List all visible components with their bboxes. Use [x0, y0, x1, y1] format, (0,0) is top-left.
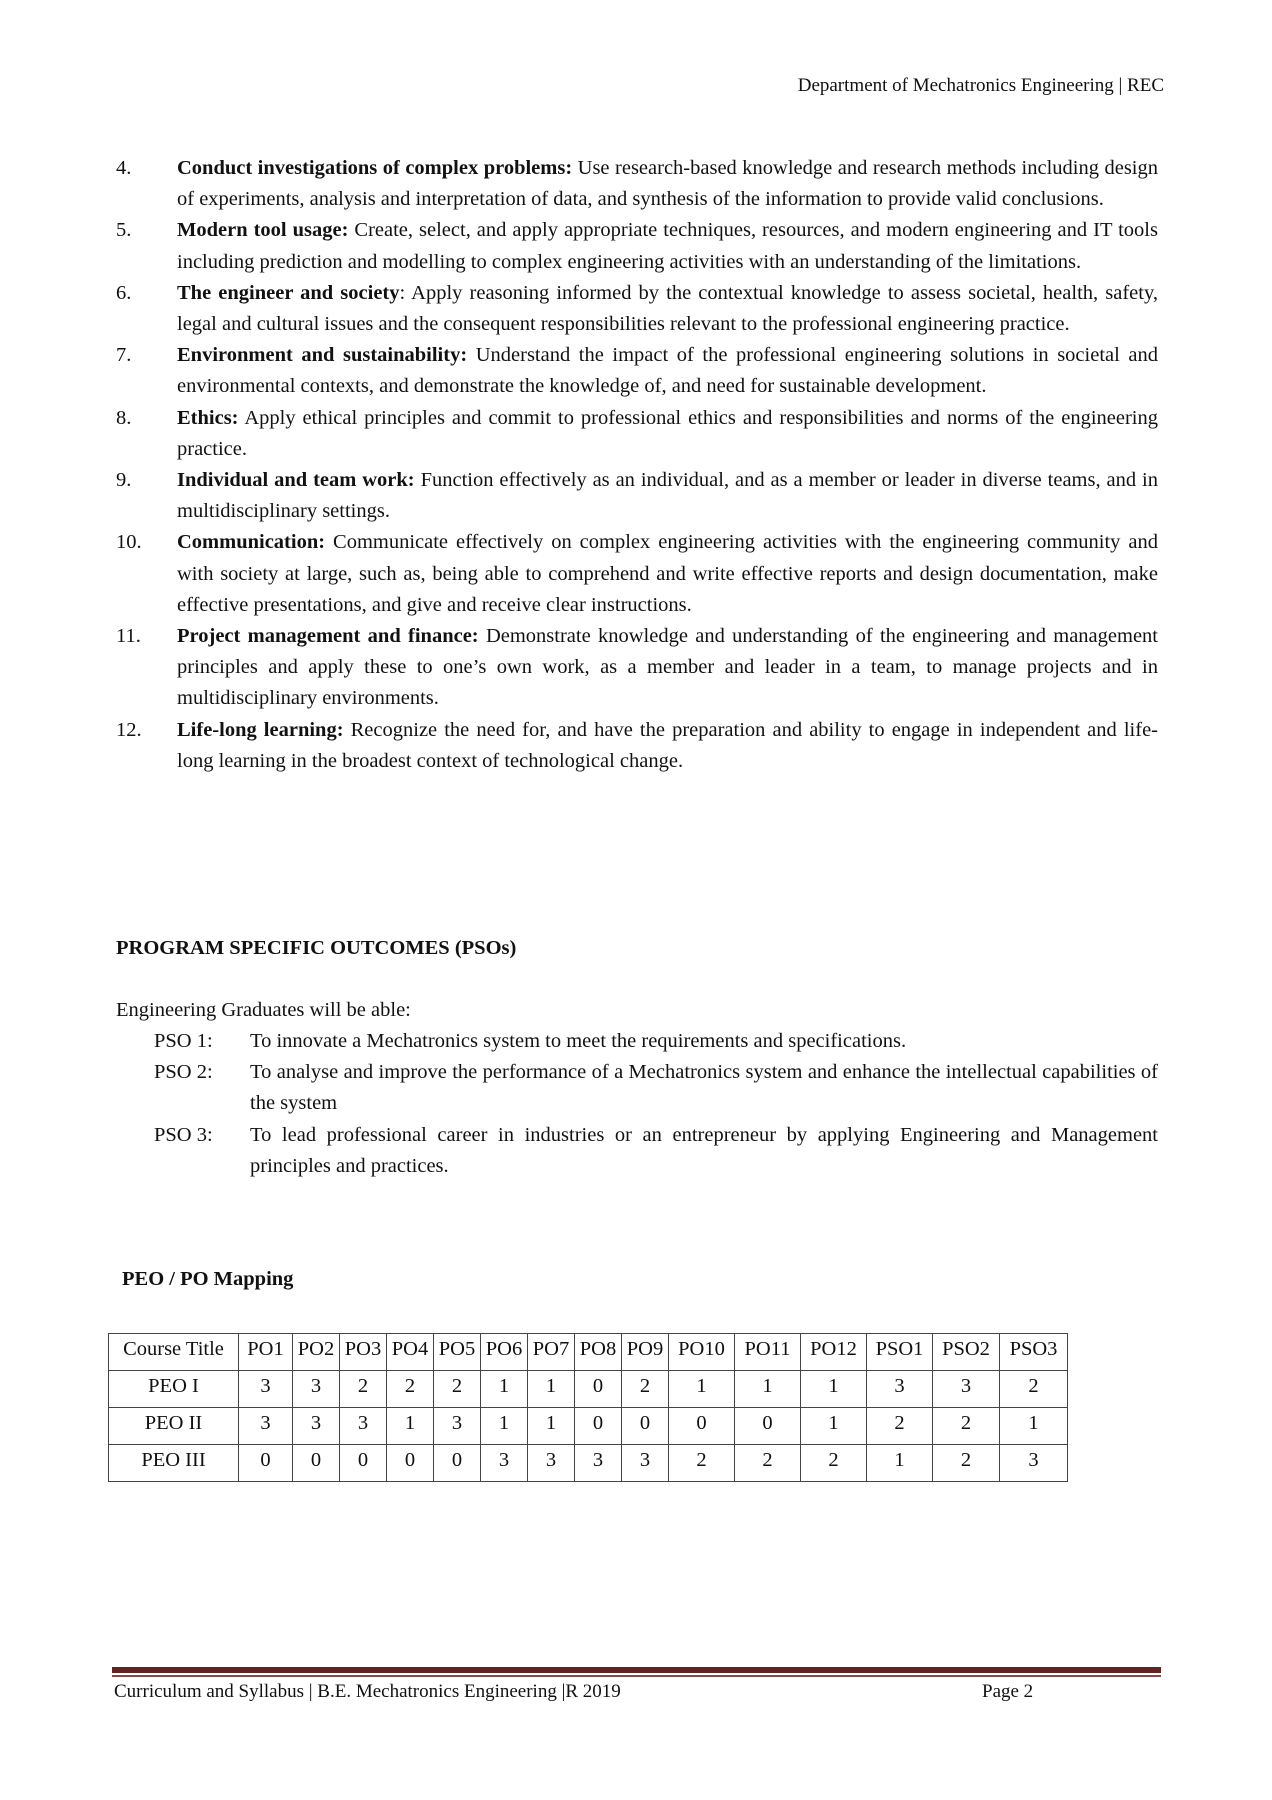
table-cell: 1: [528, 1408, 575, 1445]
outcome-title: Individual and team work:: [177, 469, 415, 492]
outcome-number: 7.: [116, 344, 132, 367]
table-cell: 3: [933, 1371, 1000, 1408]
table-cell: 2: [933, 1408, 1000, 1445]
outcome-item-10: [116, 527, 1158, 621]
outcome-text: Create, select, and apply appropriate techniques, resources, and modern engineering and IT tools including prediction and modelling to complex engineering activities with an understanding of the limitations.: [177, 219, 1158, 273]
column-header: PO2: [293, 1334, 340, 1371]
column-header: PO4: [387, 1334, 434, 1371]
column-header: PO6: [481, 1334, 528, 1371]
outcome-number: 9.: [116, 469, 132, 492]
program-outcomes-list: [116, 153, 1158, 777]
pso-label: PSO 3:: [154, 1123, 213, 1146]
pso-intro: Engineering Graduates will be able:: [116, 999, 411, 1021]
column-header: PO8: [575, 1334, 622, 1371]
table-cell: 3: [434, 1408, 481, 1445]
table-cell: 2: [669, 1445, 735, 1482]
table-cell: 1: [481, 1371, 528, 1408]
outcome-text: Demonstrate knowledge and understanding of the engineering and management principles and apply these to one’s own work, as a member and leader in a team, to manage projects and in multidisciplinary environments.: [177, 625, 1158, 710]
column-header: Course Title: [109, 1334, 239, 1371]
footer-text: Curriculum and Syllabus | B.E. Mechatronics Engineering |R 2019: [114, 1681, 621, 1702]
column-header: PO5: [434, 1334, 481, 1371]
outcome-item-8: [116, 403, 1158, 465]
column-header: PO12: [801, 1334, 867, 1371]
outcome-title: Communication:: [177, 531, 326, 554]
table-cell: 3: [867, 1371, 933, 1408]
table-cell: 3: [481, 1445, 528, 1482]
peo-po-mapping-table: [108, 1333, 1068, 1482]
table-cell: 2: [933, 1445, 1000, 1482]
table-header-row: [109, 1334, 1068, 1371]
column-header: PSO1: [867, 1334, 933, 1371]
outcome-title: Ethics:: [177, 406, 239, 429]
table-cell: 2: [867, 1408, 933, 1445]
table-cell: 2: [387, 1371, 434, 1408]
table-cell: 1: [801, 1371, 867, 1408]
table-cell: 3: [1000, 1445, 1068, 1482]
outcome-item-4: [116, 153, 1158, 215]
outcome-number: 10.: [116, 531, 142, 554]
footer-rule-thin: [112, 1675, 1161, 1677]
table-cell: 0: [735, 1408, 801, 1445]
table-cell: 1: [867, 1445, 933, 1482]
outcome-item-12: [116, 715, 1158, 777]
table-cell: 3: [239, 1408, 293, 1445]
outcome-number: 11.: [116, 625, 141, 648]
outcome-text: Communicate effectively on complex engineering activities with the engineering community and with society at large, such as, being able to comprehend and write effective reports and design documentation, make effective presentations, and give and receive clear instructions.: [177, 531, 1158, 616]
mapping-section-heading: PEO / PO Mapping: [122, 1268, 294, 1290]
outcome-item-11: [116, 621, 1158, 715]
outcome-text: Function effectively as an individual, and as a member or leader in diverse teams, and in multidisciplinary settings.: [177, 469, 1158, 523]
outcome-text: Understand the impact of the professional engineering solutions in societal and environmental contexts, and demonstrate the knowledge of, and need for sustainable development.: [177, 344, 1158, 398]
table-cell: 2: [1000, 1371, 1068, 1408]
pso-text: To analyse and improve the performance of a Mechatronics system and enhance the intellectual capabilities of the system: [250, 1061, 1158, 1115]
row-label: PEO I: [109, 1371, 239, 1408]
table-cell: 0: [239, 1445, 293, 1482]
outcome-text: Apply ethical principles and commit to professional ethics and responsibilities and norms of the engineering practice.: [177, 406, 1158, 460]
row-label: PEO II: [109, 1408, 239, 1445]
pso-item-3: [154, 1120, 1158, 1182]
table-row: [109, 1408, 1068, 1445]
column-header: PO3: [340, 1334, 387, 1371]
column-header: PO1: [239, 1334, 293, 1371]
table-cell: 0: [669, 1408, 735, 1445]
page-header: Department of Mechatronics Engineering | REC: [797, 75, 1164, 96]
table-cell: 1: [1000, 1408, 1068, 1445]
outcome-item-7: [116, 340, 1158, 402]
outcome-number: 5.: [116, 219, 132, 242]
outcome-title: Modern tool usage:: [177, 219, 349, 242]
pso-section-heading: PROGRAM SPECIFIC OUTCOMES (PSOs): [116, 937, 517, 959]
table-cell: 3: [293, 1371, 340, 1408]
page-number: Page 2: [982, 1681, 1034, 1702]
table-cell: 1: [669, 1371, 735, 1408]
table-cell: 1: [735, 1371, 801, 1408]
pso-item-1: [154, 1026, 1158, 1057]
table-cell: 0: [575, 1408, 622, 1445]
table-cell: 0: [387, 1445, 434, 1482]
pso-label: PSO 1:: [154, 1030, 213, 1052]
column-header: PO9: [622, 1334, 669, 1371]
outcome-title: Life-long learning:: [177, 718, 344, 741]
table-cell: 0: [622, 1408, 669, 1445]
outcome-title: Conduct investigations of complex problems:: [177, 157, 573, 179]
column-header: PO11: [735, 1334, 801, 1371]
table-cell: 3: [293, 1408, 340, 1445]
outcome-title: The engineer and society: [177, 281, 400, 304]
table-cell: 0: [340, 1445, 387, 1482]
table-cell: 2: [735, 1445, 801, 1482]
table-cell: 2: [434, 1371, 481, 1408]
table-cell: 2: [801, 1445, 867, 1482]
table-cell: 1: [481, 1408, 528, 1445]
table-cell: 3: [528, 1445, 575, 1482]
table-cell: 3: [622, 1445, 669, 1482]
pso-text: To lead professional career in industries or an entrepreneur by applying Engineering and Management principles and practices.: [250, 1123, 1158, 1177]
outcome-text: Use research-based knowledge and research methods including design of experiments, analysis and interpretation of data, and synthesis of the information to provide valid conclusions.: [177, 157, 1158, 211]
pso-label: PSO 2:: [154, 1061, 213, 1084]
outcome-number: 8.: [116, 406, 132, 429]
table-cell: 3: [239, 1371, 293, 1408]
table-row: [109, 1445, 1068, 1482]
footer-rule: [112, 1667, 1161, 1673]
column-header: PSO3: [1000, 1334, 1068, 1371]
table-cell: 1: [801, 1408, 867, 1445]
pso-text: To innovate a Mechatronics system to meet the requirements and specifications.: [250, 1030, 907, 1052]
pso-list: [154, 1026, 1158, 1182]
table-cell: 2: [340, 1371, 387, 1408]
outcome-item-6: [116, 278, 1158, 340]
table-cell: 0: [575, 1371, 622, 1408]
row-label: PEO III: [109, 1445, 239, 1482]
table-cell: 2: [622, 1371, 669, 1408]
outcome-title: Environment and sustainability:: [177, 344, 468, 367]
outcome-item-5: [116, 215, 1158, 277]
outcome-item-9: [116, 465, 1158, 527]
pso-item-2: [154, 1057, 1158, 1119]
outcome-text: : Apply reasoning informed by the contextual knowledge to assess societal, health, safety, legal and cultural issues and the consequent responsibilities relevant to the professional engineering practice.: [177, 281, 1158, 336]
table-cell: 0: [293, 1445, 340, 1482]
column-header: PO7: [528, 1334, 575, 1371]
table-cell: 0: [434, 1445, 481, 1482]
outcome-text: Recognize the need for, and have the preparation and ability to engage in independent and life-long learning in the broadest context of technological change.: [177, 718, 1158, 772]
outcome-number: 4.: [116, 157, 132, 179]
outcome-title: Project management and finance:: [177, 625, 479, 648]
table-row: [109, 1371, 1068, 1408]
column-header: PSO2: [933, 1334, 1000, 1371]
table-cell: 1: [387, 1408, 434, 1445]
column-header: PO10: [669, 1334, 735, 1371]
table-cell: 1: [528, 1371, 575, 1408]
outcome-number: 6.: [116, 281, 132, 304]
outcome-number: 12.: [116, 718, 142, 741]
table-cell: 3: [340, 1408, 387, 1445]
table-cell: 3: [575, 1445, 622, 1482]
